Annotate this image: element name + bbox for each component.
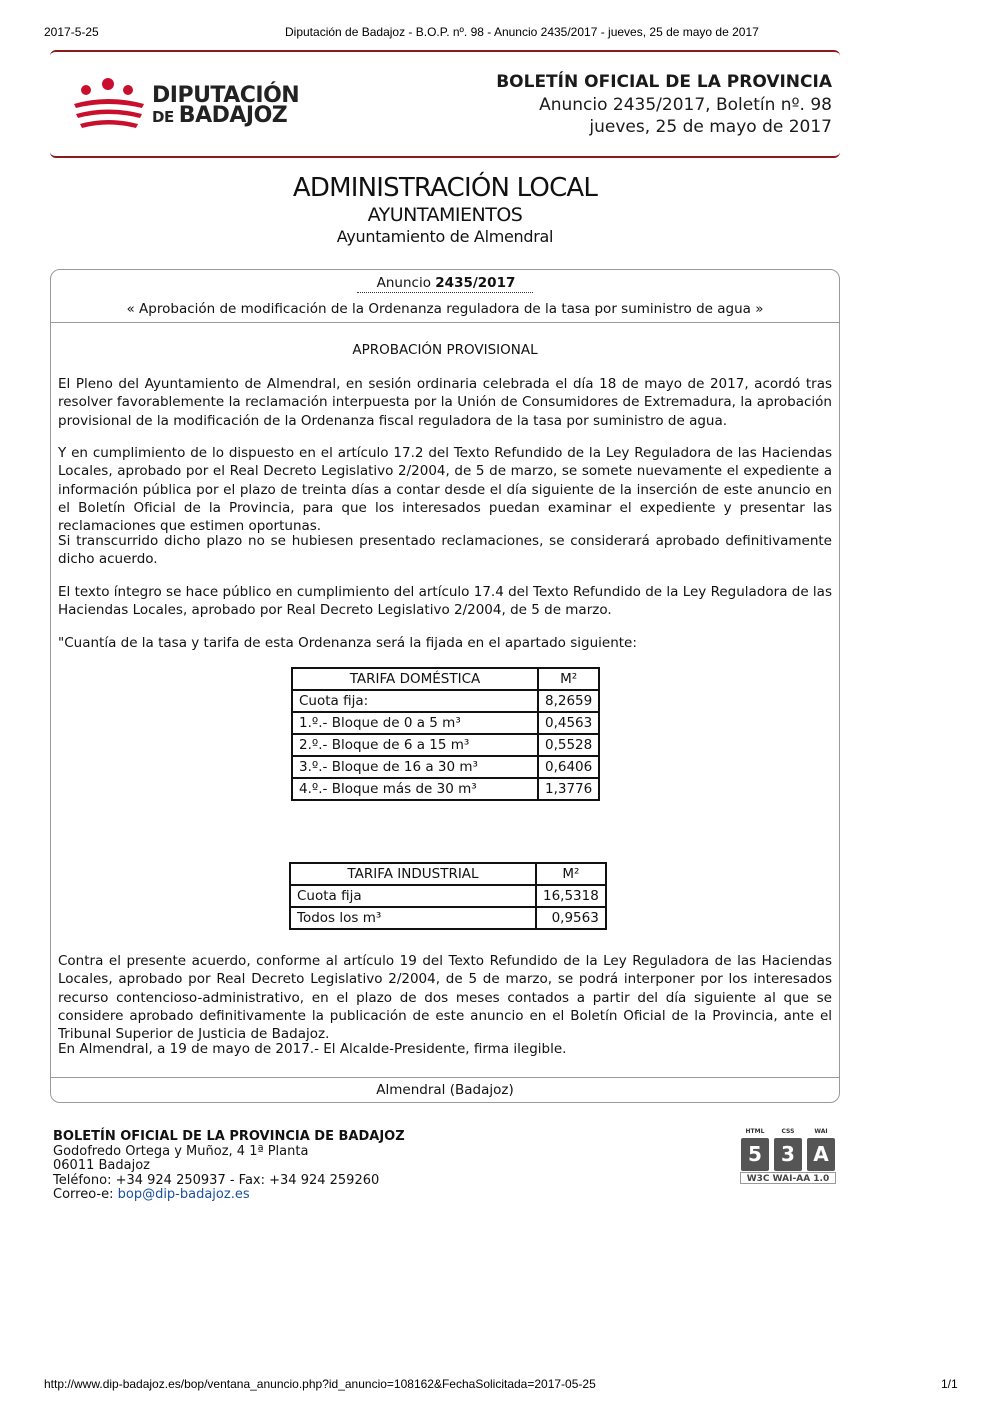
- table-cell: Cuota fija:: [292, 690, 538, 712]
- wai-badge-label: WAI: [814, 1128, 828, 1135]
- section-subtitle: AYUNTAMIENTOS: [367, 204, 523, 226]
- table-row: [292, 712, 599, 734]
- table-cell: 1,3776: [538, 778, 599, 800]
- wai-badge-icon[interactable]: A: [807, 1138, 835, 1171]
- css3-badge-label: CSS: [781, 1128, 795, 1135]
- table-cell: 0,5528: [538, 734, 599, 756]
- footer-address1: Godofredo Ortega y Muñoz, 4 1ª Planta: [53, 1143, 309, 1159]
- announcement-subject: « Aprobación de modificación de la Ordenanza reguladora de la tasa por suministro de agua »: [126, 301, 764, 317]
- table-cell: 0,9563: [536, 907, 606, 929]
- wai-aa-badge[interactable]: W3C WAI-AA 1.0: [740, 1172, 836, 1184]
- table-header-row: [292, 668, 599, 690]
- table-cell: 2.º.- Bloque de 6 a 15 m³: [292, 734, 538, 756]
- table-header-cell: TARIFA INDUSTRIAL: [290, 863, 536, 885]
- signature-line: En Almendral, a 19 de mayo de 2017.- El Alcalde-Presidente, firma ilegible.: [58, 1041, 567, 1057]
- paragraph-5: "Cuantía de la tasa y tarifa de esta Ordenanza será la fijada en el apartado siguiente:: [58, 635, 637, 651]
- footer-email-label: Correo-e:: [53, 1187, 118, 1203]
- announcement-label: Anuncio: [376, 275, 431, 291]
- tariff-industrial-table: [289, 862, 607, 930]
- announcement-number-line: [50, 275, 840, 291]
- location: Almendral (Badajoz): [376, 1082, 514, 1098]
- footer-address2: 06011 Badajoz: [53, 1158, 150, 1174]
- css3-badge-icon[interactable]: 3: [774, 1138, 802, 1171]
- paragraph-4: El texto íntegro se hace público en cumplimiento del artículo 17.4 del Texto Refundido de la Ley Reguladora de las Haciendas Locales, aprobado por Real Decreto Legislativo 2/2004, de 5 de marzo.: [58, 584, 832, 619]
- bulletin-date: jueves, 25 de mayo de 2017: [589, 117, 832, 137]
- table-header-cell: M²: [538, 668, 599, 690]
- html5-badge-icon[interactable]: 5: [741, 1138, 769, 1171]
- section-title: ADMINISTRACIÓN LOCAL: [292, 173, 598, 203]
- table-cell: 1.º.- Bloque de 0 a 5 m³: [292, 712, 538, 734]
- table-cell: 8,2659: [538, 690, 599, 712]
- diputacion-logo: [72, 74, 300, 136]
- announcement-heading: APROBACIÓN PROVISIONAL: [352, 342, 538, 358]
- print-date: 2017-5-25: [44, 25, 99, 39]
- table-row: [292, 734, 599, 756]
- table-row: [292, 778, 599, 800]
- table-header-cell: TARIFA DOMÉSTICA: [292, 668, 538, 690]
- paragraph-2: Y en cumplimiento de lo dispuesto en el artículo 17.2 del Texto Refundido de la Ley Reguladora de las Haciendas Locales, aprobado por el Real Decreto Legislativo 2/2004, de 5 de marzo, se somete nuevamente el expediente a información pública por el plazo de treinta días a contar desde el día siguiente de la inserción de este anuncio en el Boletín Oficial de la Provincia, para que los interesados puedan examinar el expediente y presentar las reclamaciones que estimen oportunas.: [58, 445, 832, 535]
- table-cell: 0,4563: [538, 712, 599, 734]
- entity-name: Ayuntamiento de Almendral: [336, 227, 554, 246]
- announcement-number: 2435/2017: [435, 275, 516, 291]
- footer-phone: Teléfono: +34 924 250937 - Fax: +34 924 259260: [53, 1172, 380, 1188]
- table-cell: Todos los m³: [290, 907, 536, 929]
- html5-badge-label: HTML: [745, 1128, 765, 1135]
- table-row: [290, 885, 606, 907]
- bop-title: BOLETÍN OFICIAL DE LA PROVINCIA: [496, 72, 832, 92]
- subject-divider: [51, 322, 839, 323]
- diputacion-emblem-icon: [72, 74, 148, 136]
- print-title: Diputación de Badajoz - B.O.P. nº. 98 - Anuncio 2435/2017 - jueves, 25 de mayo de 2017: [285, 25, 759, 39]
- footer-contact: [53, 1130, 405, 1203]
- announcement-reference: Anuncio 2435/2017, Boletín nº. 98: [539, 95, 832, 115]
- logo-line1: DIPUTACIÓN: [152, 83, 300, 108]
- closing-paragraph: Contra el presente acuerdo, conforme al artículo 19 del Texto Refundido de la Ley Reguladora de las Haciendas Locales, aprobado por Real Decreto Legislativo 2/2004, de 5 de marzo, se podrá interponer por los interesados recurso contencioso-administrativo, en el plazo de dos meses contados a partir del día siguiente al que se considere aprobado definitivamente la publicación de este anuncio en el Boletín Oficial de la Provincia, ante el Tribunal Superior de Justicia de Badajoz.: [58, 953, 832, 1043]
- footer-email-link[interactable]: bop@dip-badajoz.es: [117, 1187, 250, 1203]
- tariff-domestic-table: [291, 667, 600, 801]
- table-cell: 4.º.- Bloque más de 30 m³: [292, 778, 538, 800]
- paragraph-3: Si transcurrido dicho plazo no se hubiesen presentado reclamaciones, se considerará aprobado definitivamente dicho acuerdo.: [58, 533, 832, 568]
- table-row: [292, 756, 599, 778]
- location-divider: [51, 1077, 839, 1078]
- print-url: http://www.dip-badajoz.es/bop/ventana_anuncio.php?id_anuncio=108162&FechaSolicitada=2017-05-25: [44, 1377, 596, 1391]
- table-header-row: [290, 863, 606, 885]
- logo-line2: BADAJOZ: [178, 103, 288, 128]
- print-page-number: 1/1: [941, 1377, 958, 1391]
- table-cell: Cuota fija: [290, 885, 536, 907]
- footer-title: BOLETÍN OFICIAL DE LA PROVINCIA DE BADAJOZ: [53, 1129, 405, 1144]
- paragraph-1: El Pleno del Ayuntamiento de Almendral, en sesión ordinaria celebrada el día 18 de mayo de 2017, acordó tras resolver favorablemente la reclamación interpuesta por la Unión de Consumidores de Extremadura, la aprobación provisional de la modificación de la Ordenanza fiscal reguladora de la tasa por suministro de agua.: [58, 376, 832, 429]
- table-row: [290, 907, 606, 929]
- table-cell: 16,5318: [536, 885, 606, 907]
- table-row: [292, 690, 599, 712]
- table-header-cell: M²: [536, 863, 606, 885]
- table-cell: 0,6406: [538, 756, 599, 778]
- logo-line2-prefix: DE: [152, 108, 174, 126]
- table-cell: 3.º.- Bloque de 16 a 30 m³: [292, 756, 538, 778]
